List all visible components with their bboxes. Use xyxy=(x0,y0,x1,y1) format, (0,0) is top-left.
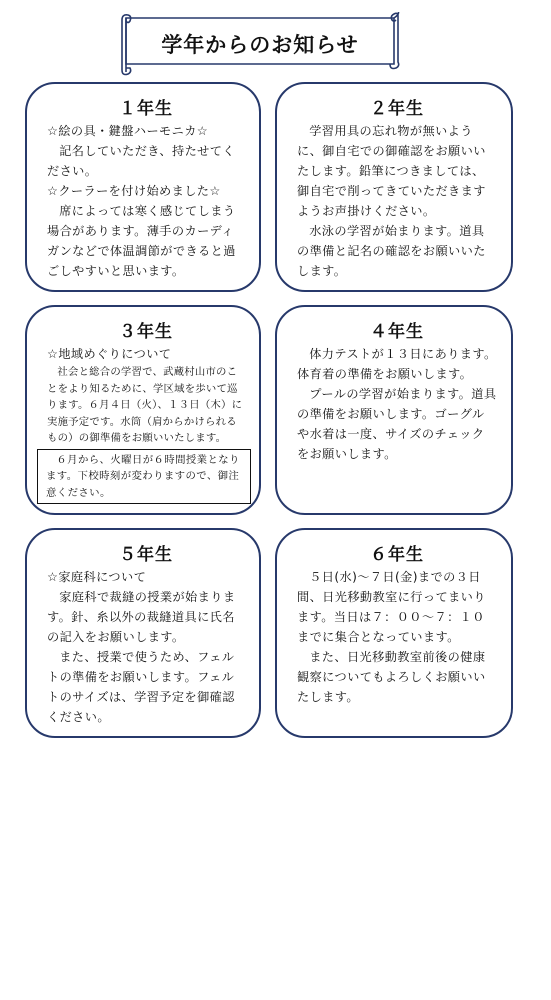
grade-1-heading: １年生 xyxy=(119,99,173,119)
grade-3-notice-text: ６月から、火曜日が６時間授業となります。下校時刻が変わりますので、御注意ください。 xyxy=(46,453,240,499)
grade-3-line-2: 社会と総合の学習で、武蔵村山市のことをより知るために、学区域を歩いて巡ります。６月４日（火）、１３日（木）に実施予定です。水筒（肩からかけられるもの）の御準備をお願いいたします。 xyxy=(47,366,243,444)
grade-2-line-2: 水泳の学習が始まります。道具の準備と記名の確認をお願いいたします。 xyxy=(297,224,486,278)
grade-4-line-2: プールの学習が始まります。道具の準備をお願いします。ゴーグルや水着は一度、サイズのチェックをお願いします。 xyxy=(297,387,497,461)
grade-1-box xyxy=(25,82,261,292)
grade-4-box xyxy=(275,305,513,515)
page-title: 学年からのお知らせ xyxy=(161,33,359,57)
title-banner xyxy=(120,12,400,76)
grade-2-box xyxy=(275,82,513,292)
grade-1-line-2: 記名していただき、持たせてください。 xyxy=(47,144,235,178)
grade-3-notice xyxy=(37,449,251,505)
grade-5-line-3: また、授業で使うため、フェルトの準備をお願いします。フェルトのサイズは、学習予定を御確認ください。 xyxy=(47,650,235,724)
grade-2-line-1: 学習用具の忘れ物が無いように、御自宅での御確認をお願いいたします。鉛筆につきましては、御自宅で削ってきていただきますようお声掛けください。 xyxy=(297,124,486,218)
grade-6-box xyxy=(275,528,513,738)
grade-2-heading: ２年生 xyxy=(370,99,424,119)
grade-1-line-1: ☆絵の具・鍵盤ハーモニカ☆ xyxy=(47,124,209,138)
grade-5-heading: ５年生 xyxy=(119,545,173,565)
grade-1-line-3: ☆クーラーを付け始めました☆ xyxy=(47,184,221,198)
grade-3-box xyxy=(25,305,261,515)
grade-6-line-1: ５日(水)～７日(金)までの３日間、日光移動教室に行ってまいります。当日は７：００～７：１０までに集合となっています。 xyxy=(297,570,486,644)
grade-5-line-1: ☆家庭科について xyxy=(47,570,147,584)
grade-5-line-2: 家庭科で裁縫の授業が始まります。針、糸以外の裁縫道具に氏名の記入をお願いします。 xyxy=(47,590,236,644)
grade-6-heading: ６年生 xyxy=(370,545,424,565)
grade-4-line-1: 体力テストが１３日にあります。体育着の準備をお願いします。 xyxy=(297,347,497,381)
grade-3-line-1: ☆地域めぐりについて xyxy=(47,347,172,361)
grade-6-line-2: また、日光移動教室前後の健康観察についてもよろしくお願いいたします。 xyxy=(297,650,486,704)
grade-3-heading: ３年生 xyxy=(119,322,173,342)
grade-1-line-4: 席によっては寒く感じてしまう場合があります。薄手のカーディガンなどで体温調節ができると過ごしやすいと思います。 xyxy=(47,204,236,278)
grade-5-box xyxy=(25,528,261,738)
grade-4-heading: ４年生 xyxy=(370,322,424,342)
